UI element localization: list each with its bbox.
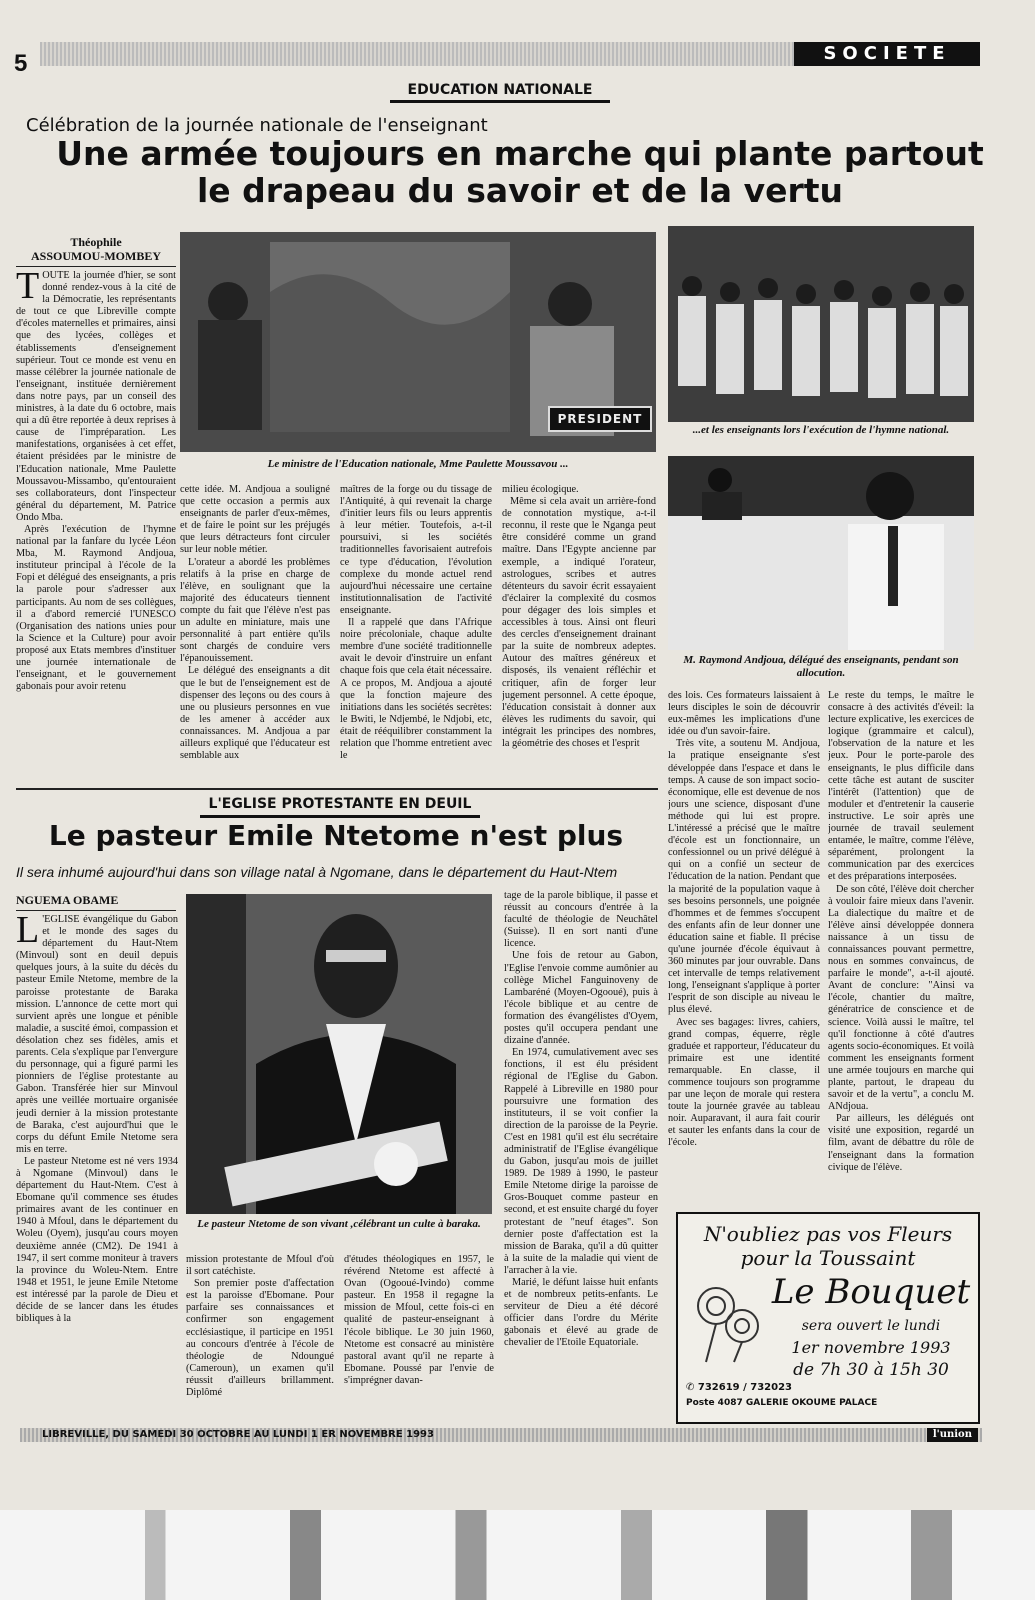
- article2-col1-para2: Le pasteur Ntetome est né vers 1934 à Ngomane (Minvoul) dans le département du Haut-Ntem. C'est à Ebomane qu'il commence ses études primaires avant de les continuer en 1940 à Mfoul, dans le département du Woleu (Oyem), jusqu'au cours moyen deuxième année (CM2). De 1941 à 1947, il sert comme moniteur à travers la province du Woleu-Ntem. Entre 1948 et 1951, le jeune Emile Ntetome est intéressé par la parole de Dieu et décide de se lancer dans les études bibliques à la: [16, 1155, 178, 1325]
- article1-col1-para1: OUTE la journée d'hier, se sont donné rendez-vous à la cité de la Démocratie, les représentants de tout ce que Libreville compte d'écoles maternelles et primaires, ainsi que des lycées, collèges et établissements d'enseignement supérieur. Tout ce monde est venu en masse célébrer la journée nationale de l'enseignant, instituée dernièrement dans notre pays, par un conseil des ministres, à la date du 6 octobre, mais qui a dû être reportée à deux reprises à cause de l'impréparation. Les manifestations, organisées à cet effet, étaient présidées par le ministre de l'Education nationale, Mme Paulette Moussavou-Missambo, qu'entouraient ses collaborateurs, dont l'inspecteur général du département, M. Patrice Ondo Mba.: [16, 270, 176, 523]
- article1-headline: [40, 136, 1000, 210]
- ad-line-1: N'oubliez pas vos Fleurs: [703, 1222, 953, 1246]
- byline-rule: [16, 266, 176, 267]
- article1-col5-para2: Très vite, a soutenu M. Andjoua, la pratique enseignante s'est développée dans l'espace et dans le temps. A cause de son impact socio-économique, elle est devenue de nos jours une science, disposant d'une méthode qui lui est propre. L'intéressé a précisé que le maître d'école est un fonctionnaire, un confessionnel ou un privé délégué à qui on a confié un secteur de l'éducation de la nation. Pendant que la majorité de la population vaque à ses besoins personnels, une poignée d'hommes et de femmes s'occupent des enfants afin de leur donner une éducation saine et fiable. Il précise qu'une journée d'école équivaut à 360 minutes par jour ouvrable. Dans cet intervalle de temps relativement long, l'enseignant s'applique à porter l'esprit de son disciple au niveau le plus élevé.: [668, 738, 820, 1016]
- kicker-underline: [390, 100, 610, 103]
- article1-column-6: [828, 690, 974, 1210]
- article1-column-2: [180, 484, 330, 780]
- article2-column-2: [186, 1254, 334, 1424]
- article2-col2-para2: Son premier poste d'affectation est la paroisse d'Ebomane. Pour parfaire ses connaissances et confirmer son engagement ecclésiastique, il participe en 1951 au concours d'entrée à l'école de théologie de Ndoungué (Cameroun), un examen qu'il réussit d'ailleurs brillamment. Diplômé: [186, 1278, 334, 1399]
- headline-line-1: Une armée toujours en marche qui plante partout: [56, 134, 984, 173]
- article2-subhead: Il sera inhumé aujourd'hui dans son village natal à Ngomane, dans le département du Haut-Ntem: [16, 864, 618, 880]
- article2-dropcap: L: [16, 914, 40, 951]
- dropcap: T: [16, 270, 40, 307]
- page-number: 5: [14, 50, 28, 77]
- article2-kicker-underline: [200, 815, 480, 818]
- flower-shop-ad: [676, 1212, 980, 1424]
- photo-andjoua-image: [668, 456, 974, 650]
- article1-col4-para1: milieu écologique.: [502, 484, 579, 495]
- photo-teachers-anthem: [668, 226, 974, 422]
- article1-column-1: [16, 270, 176, 780]
- ad-address: Poste 4087 GALERIE OKOUME PALACE: [686, 1398, 878, 1408]
- article1-col5-para1: des lois. Ces formateurs laissaient à leurs disciples le soin de découvrir eux-mêmes les implications d'une idée ou d'un savoir-faire.: [668, 690, 820, 738]
- article1-col3-para1: maîtres de la forge ou du tissage de l'Antiquité, à qui revenait la charge d'initier leurs fils ou leurs apprentis à leur métier. Toutefois, a-t-il poursuivi, si les sociétés traditionnelles favorisaient autrefois ce type d'éducation, l'évolution complexe du monde actuel rend aujourd'hui nécessaire une certaine institutionnalisation de l'activité enseignante.: [340, 484, 492, 616]
- article2-col4-para3: En 1974, cumulativement avec ses fonctions, il est élu président régional de l'Eglise du Gabon. Rappelé à Libreville en 1980 pour poursuivre une formation des instituteurs, il se voit confier la direction de la paroisse de la Peyrie. C'est en 1981 qu'il est élu secrétaire administratif de l'Eglise évangélique du Gabon, jusqu'au mois de juillet 1989. De 1989 à 1990, le pasteur Emile Ntetome dirige la paroisse de Gros-Bouquet comme pasteur en second, et est ensuite chargé du foyer protestant de "neuf étages". Son dernier poste d'affectation est la mission de Baraka, qu'il a dû quitter à la suite de la maladie qui vient de l'arracher à la vie.: [504, 1047, 658, 1276]
- article1-col3-para2: Il a rappelé que dans l'Afrique noire précoloniale, chaque adulte membre d'une société traditionnelle avait le devoir d'instruire un enfant chaque fois que cela était nécessaire. A ce propos, M. Andjoua a ajouté que la fonction majeure des initiations dans les sociétés secrètes: le Bwiti, le Ndjembé, le Ndjobi, etc, était de rééquilibrer constamment la relation que l'homme entretient avec le: [340, 617, 492, 762]
- ad-line-2: pour la Toussaint: [740, 1246, 916, 1270]
- phone-icon: ✆: [686, 1382, 698, 1393]
- article1-col4-para2: Même si cela avait un arrière-fond de connotation mystique, a-t-il reconnu, il reste que le Nganga peut être considéré comme un grand maître. Dans l'Egypte ancienne par exemple, a indiqué l'orateur, astrologues, scribes et autres détenteurs du savoir écrit essayaient d'éclairer la complexité du cosmos pour dégager des lois simples et accessibles à tous. Ainsi ont fleuri des cercles d'enseignement drainant par la suite de nombreux adeptes. Autour des maîtres généreux et disposés, ils venaient réfléchir et critiquer, afin de forger leur jugement personnel. A cette époque, l'éducation consistait à donner aux élèves les rudiments du savoir, qui intégrait les principes des nombres, la géométrie des choses et l'esprit: [502, 496, 656, 749]
- article1-byline: [16, 236, 176, 264]
- photo-andjoua-caption: M. Raymond Andjoua, délégué des enseignants, pendant son allocution.: [683, 654, 959, 679]
- page-footer: [20, 1428, 982, 1442]
- photo-pastor-caption: Le pasteur Ntetome de son vivant ,célébrant un culte à baraka.: [197, 1218, 481, 1230]
- article2-col2-para1: mission protestante de Mfoul d'où il sort catéchiste.: [186, 1254, 334, 1278]
- article1-kicker: EDUCATION NATIONALE: [407, 82, 593, 98]
- scan-edge: [0, 1510, 1035, 1600]
- article2-kicker: L'EGLISE PROTESTANTE EN DEUIL: [208, 796, 472, 812]
- photo-teachers-caption: ...et les enseignants lors l'exécution de l'hymne national.: [692, 424, 950, 436]
- footer-paper-name: l'union: [927, 1428, 978, 1442]
- photo-teachers-image: [668, 226, 974, 422]
- article2-column-4: [504, 890, 658, 1424]
- article1-column-3: [340, 484, 492, 780]
- article1-overline: Célébration de la journée nationale de l'enseignant: [26, 115, 488, 136]
- article2-col4-para1: tage de la parole biblique, il passe et réussit au concours d'entrée à la faculté de théologie de Neuchâtel (Suisse). Il en sort nanti d'une licence.: [504, 890, 658, 950]
- article1-col2-para1: cette idée. M. Andjoua a souligné que cette occasion a permis aux enseignants de parler d'eux-mêmes, et de faire le point sur les préjugés que leurs détracteurs font circuler sur leur noble métier.: [180, 484, 330, 556]
- photo-minister: [180, 232, 656, 452]
- rose-icon: [686, 1276, 768, 1366]
- photo-pastor-image: [186, 894, 492, 1214]
- article2-col1-para1: 'EGLISE évangélique du Gabon et le monde des sages du département du Haut-Ntem (Minvoul) sont en deuil depuis quelques jours, à la suite du décès du pasteur Emile Ntetome, membre de la paroisse protestante de Baraka mission. L'annonce de cette mort qui survient après une longue et pénible maladie, a suscité émoi, compassion et désolation chez ses fidèles, amis et parents. Cela s'explique par l'envergure du personnage, qui a figuré parmi les pionniers de l'église protestante au Gabon. Transférée hier sur Minvoul après une veillée mortuaire organisée jeudi dernier à la mission protestante de Baraka, c'est aujourd'hui que le corps du défunt Emile Ntetome sera mis en terre.: [16, 914, 178, 1155]
- article1-column-5: [668, 690, 820, 1210]
- ad-contact: [686, 1382, 972, 1393]
- article1-col2-para2: L'orateur a abordé les problèmes relatifs à la prise en charge de l'élève, en soulignant que la majorité des éducateurs tiennent compte du fait que l'élève n'est pas un adulte en miniature, mais une personnalité à part entière qu'ils sont chargés de conduire vers l'épanouissement.: [180, 556, 330, 665]
- ad-line-4: 1er novembre 1993: [791, 1338, 951, 1357]
- byline-first: Théophile: [70, 235, 122, 249]
- article1-col6-para2: De son côté, l'élève doit chercher à vouloir faire mieux dans l'avenir. La dialectique du maître et de l'élève ainsi développée donnera naissance à un tissu de connaissances pouvant permettre, nous en sommes convaincus, de parfaire le monde", a-t-il ajouté. Avant de conclure: "Ainsi va l'école, chantier du maître, génératrice de conscience et de science. Voilà aussi le maître, tel qu'il fonctionne à côté d'autres agents socio-économiques. Et voilà comment les enseignants forment une armée toujours en marche qui plante, partout, le drapeau du savoir et de la vertu", a conclu M. ANdjoua.: [828, 883, 974, 1113]
- article1-col6-para3: Par ailleurs, les délégués ont visité une exposition, regardé un film, avant de débattre du rôle de l'enseignant dans la formation civique de l'élève.: [828, 1113, 974, 1173]
- article2-col4-para2: Une fois de retour au Gabon, l'Eglise l'envoie comme aumônier au collège Michel Fanguinoveny de Lambaréné (Moyen-Ogooué), puis à l'école biblique et au centre de formation des évangélistes d'Oyem, postes qu'il occupera pendant une dizaine d'année.: [504, 950, 658, 1047]
- ad-line-3: sera ouvert le lundi: [801, 1318, 941, 1334]
- article1-col1-para2: Après l'exécution de l'hymne national par la fanfare du lycée Léon Mba, M. Raymond Andjoua, instituteur principal à l'école de la Fopi et délégué des enseignants, a pris la parole pour s'adresser aux participants. Au nom de ses collègues, il a d'abord remercié l'UNESCO (Organisation des nations unies pour la Science et la Culture) pour avoir proposé aux Etats membres d'instituer une journée internationale de l'enseignant, et le gouvernement gabonais pour avoir retenu: [16, 523, 176, 693]
- byline-last: ASSOUMOU-MOMBEY: [31, 248, 161, 263]
- president-sign: PRESIDENT: [548, 406, 652, 432]
- article1-col5-para3: Avec ses bagages: livres, cahiers, grand compas, équerre, règle graduée et rapporteur, l'éducateur du primaire est une identité remarquable. En classe, il commence toujours son programme par une leçon de morale qui restera toute la journée gravée au tableau noir. Auparavant, il aura fait courir et sauter les enfants dans la cour de l'école.: [668, 1016, 820, 1149]
- footer-dateline: LIBREVILLE, DU SAMEDI 30 OCTOBRE AU LUNDI 1 ER NOVEMBRE 1993: [42, 1429, 434, 1440]
- ad-line-5: de 7h 30 à 15h 30: [793, 1360, 949, 1380]
- article2-column-3: [344, 1254, 494, 1424]
- ad-brand: Le Bouquet: [771, 1272, 971, 1312]
- article2-col3-para1: d'études théologiques en 1957, le révérend Ntetome est affecté à Ovan (Ogooué-Ivindo) comme pasteur. En 1958 il regagne la mission de Mfoul, cette fois-ci en qualité de pasteur-enseignant à l'école biblique. Le 30 juin 1960, Ntetome est consacré au ministère pastoral avant qu'il ne reparte à Ebomane. Poussé par l'envie de s'imprégner davan-: [344, 1254, 494, 1386]
- ad-phone: 732619 / 732023: [697, 1382, 792, 1393]
- article2-top-rule: [16, 788, 658, 790]
- article1-col6-para1: Le reste du temps, le maître le consacre à des activités d'éveil: la lecture explicative, les exercices de logique (grammaire et calcul), l'observation de la nature et les jeux. Pour le porte-parole des enseignants, le plus difficile dans cette tâche est autant de susciter l'intérêt (l'attention) que de moduler et d'entretenir la causerie instructive. Le soir après une journée de travail seulement entamée, le maître, comme l'élève, séparément, prolongent la communication par des exercices et des préparations interposées.: [828, 690, 974, 883]
- photo-minister-caption: Le ministre de l'Education nationale, Mme Paulette Moussavou ...: [267, 458, 569, 470]
- headline-line-2: le drapeau du savoir et de la vertu: [196, 170, 843, 210]
- article2-headline: Le pasteur Emile Ntetome n'est plus: [48, 819, 624, 852]
- photo-andjoua: [668, 456, 974, 650]
- article2-column-1: [16, 914, 178, 1424]
- section-title: SOCIETE: [794, 42, 980, 66]
- article1-col2-para3: Le délégué des enseignants a dit que le but de l'enseignement est de dispenser des leçons ou des cours à une ou plusieurs personnes en vue de les amener à accéder aux connaissances. M. Andjoua a par ailleurs expliqué que l'éducateur est semblable aux: [180, 665, 330, 762]
- article2-byline-rule: [16, 910, 176, 911]
- photo-pastor: [186, 894, 492, 1214]
- article2-col4-para4: Marié, le défunt laisse huit enfants et de nombreux petits-enfants. Le serviteur de Dieu a été décoré officier dans l'ordre du Mérite gabonais et élevé au grade de chevalier de l'Etoile Equatoriale.: [504, 1277, 658, 1349]
- article1-column-4: [502, 484, 656, 780]
- article2-byline: NGUEMA OBAME: [16, 893, 119, 907]
